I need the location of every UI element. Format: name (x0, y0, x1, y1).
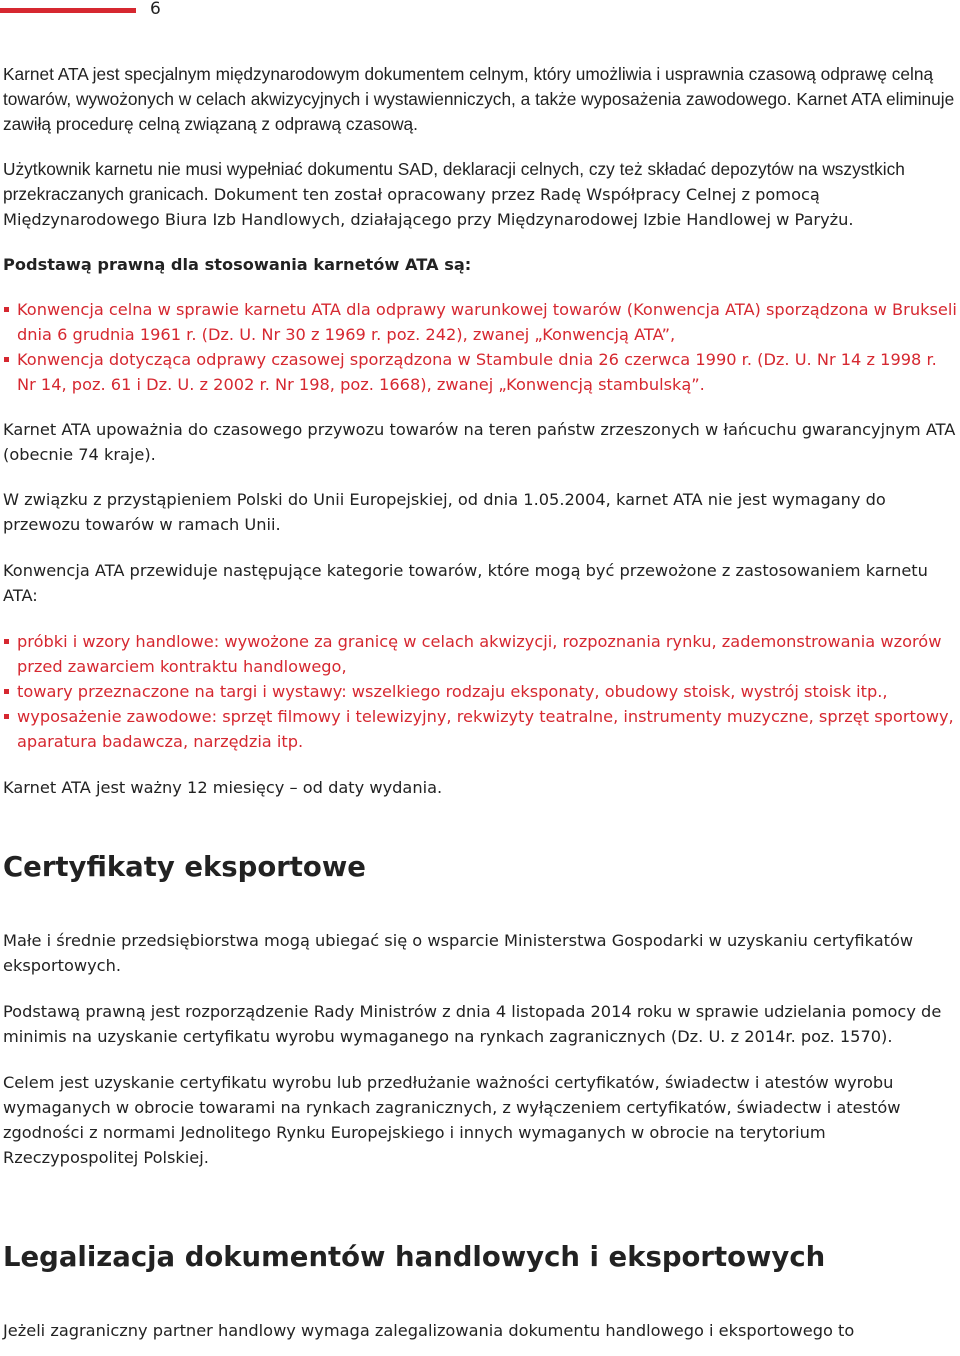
list-item: Konwencja dotycząca odprawy czasowej sporządzona w Stambule dnia 26 czerwca 1990 r. (Dz. U. Nr 14 z 1998 r. Nr 14, poz. 61 i Dz. U. z 2002 r. Nr 198, poz. 1668), zwanej „Konwencją stambulską”. (3, 347, 960, 397)
legal-basis-list (3, 297, 960, 397)
legalization-paragraph: Jeżeli zagraniczny partner handlowy wymaga zalegalizowania dokumentu handlowego i eksportowego to (3, 1321, 855, 1340)
bullet-square-icon (4, 307, 9, 312)
categories-list (3, 629, 960, 754)
header-accent-rule (0, 8, 136, 13)
bullet-square-icon (4, 357, 9, 362)
document-body (3, 62, 960, 1343)
bullet-square-icon (4, 689, 9, 694)
user-paragraph (3, 157, 960, 232)
page-number: 6 (150, 0, 161, 19)
legal-basis-heading: Podstawą prawną dla stosowania karnetów ATA są: (3, 255, 472, 274)
cert-paragraph-3: Celem jest uzyskanie certyfikatu wyrobu lub przedłużanie ważności certyfikatów, świadectw i atestów wyrobu wymaganych w obrocie towarami na rynkach zagranicznych, z wyłączeniem certyfikatów, świadectw i atestów zgodności z normami Jednolitego Rynku Europejskiego i innych wymaganych w obrocie na terytorium Rzeczypospolitej Polskiej. (3, 1073, 901, 1167)
user-paragraph-sans: Użytkownik karnetu nie musi wypełniać dokumentu SAD, deklaracji celnych, czy też składać depozytów na wszystkich przekraczanych granicach. (3, 159, 905, 204)
list-item: Konwencja celna w sprawie karnetu ATA dla odprawy warunkowej towarów (Konwencja ATA) sporządzona w Brukseli dnia 6 grudnia 1961 r. (Dz. U. Nr 30 z 1969 r. poz. 242), zwanej „Konwencją ATA”, (3, 297, 960, 347)
cert-paragraph-2: Podstawą prawną jest rozporządzenie Rady Ministrów z dnia 4 listopada 2014 roku w sprawie udzielania pomocy de minimis na uzyskanie certyfikatu wyrobu wymaganego na rynkach zagranicznych (Dz. U. z 2014r. poz. 1570). (3, 1002, 942, 1046)
section-heading-legalization: Legalizacja dokumentów handlowych i eksportowych (3, 1241, 826, 1273)
validity-paragraph: Karnet ATA jest ważny 12 miesięcy – od daty wydania. (3, 778, 443, 797)
user-paragraph-rest: Dokument ten został opracowany przez Radę Współpracy Celnej z pomocą Międzynarodowego Biura Izb Handlowych, działającego przy Międzynarodowej Izbie Handlowej w Paryżu. (3, 185, 854, 229)
section-heading-certificates: Certyfikaty eksportowe (3, 851, 366, 883)
authorization-paragraph: Karnet ATA upoważnia do czasowego przywozu towarów na teren państw zrzeszonych w łańcuchu gwarancyjnym ATA (obecnie 74 kraje). (3, 420, 956, 464)
intro-paragraph: Karnet ATA jest specjalnym międzynarodowym dokumentem celnym, który umożliwia i usprawnia czasową odprawę celną towarów, wywożonych w celach akwizycyjnych i wystawienniczych, a także wyposażenia zawodowego. Karnet ATA eliminuje zawiłą procedurę celną związaną z odprawą czasową. (3, 64, 955, 134)
list-item: próbki i wzory handlowe: wywożone za granicę w celach akwizycji, rozpoznania rynku, zademonstrowania wzorów przed zawarciem kontraktu handlowego, (3, 629, 960, 679)
list-item: towary przeznaczone na targi i wystawy: wszelkiego rodzaju eksponaty, obudowy stoisk, wystrój stoisk itp., (3, 679, 960, 704)
list-item: wyposażenie zawodowe: sprzęt filmowy i telewizyjny, rekwizyty teatralne, instrumenty muzyczne, sprzęt sportowy, aparatura badawcza, narzędzia itp. (3, 704, 960, 754)
eu-paragraph: W związku z przystąpieniem Polski do Unii Europejskiej, od dnia 1.05.2004, karnet ATA nie jest wymagany do przewozu towarów w ramach Unii. (3, 490, 886, 534)
page-header (0, 0, 960, 30)
bullet-square-icon (4, 639, 9, 644)
categories-intro: Konwencja ATA przewiduje następujące kategorie towarów, które mogą być przewożone z zastosowaniem karnetu ATA: (3, 561, 928, 605)
bullet-square-icon (4, 714, 9, 719)
cert-paragraph-1: Małe i średnie przedsiębiorstwa mogą ubiegać się o wsparcie Ministerstwa Gospodarki w uzyskaniu certyfikatów eksportowych. (3, 931, 914, 975)
